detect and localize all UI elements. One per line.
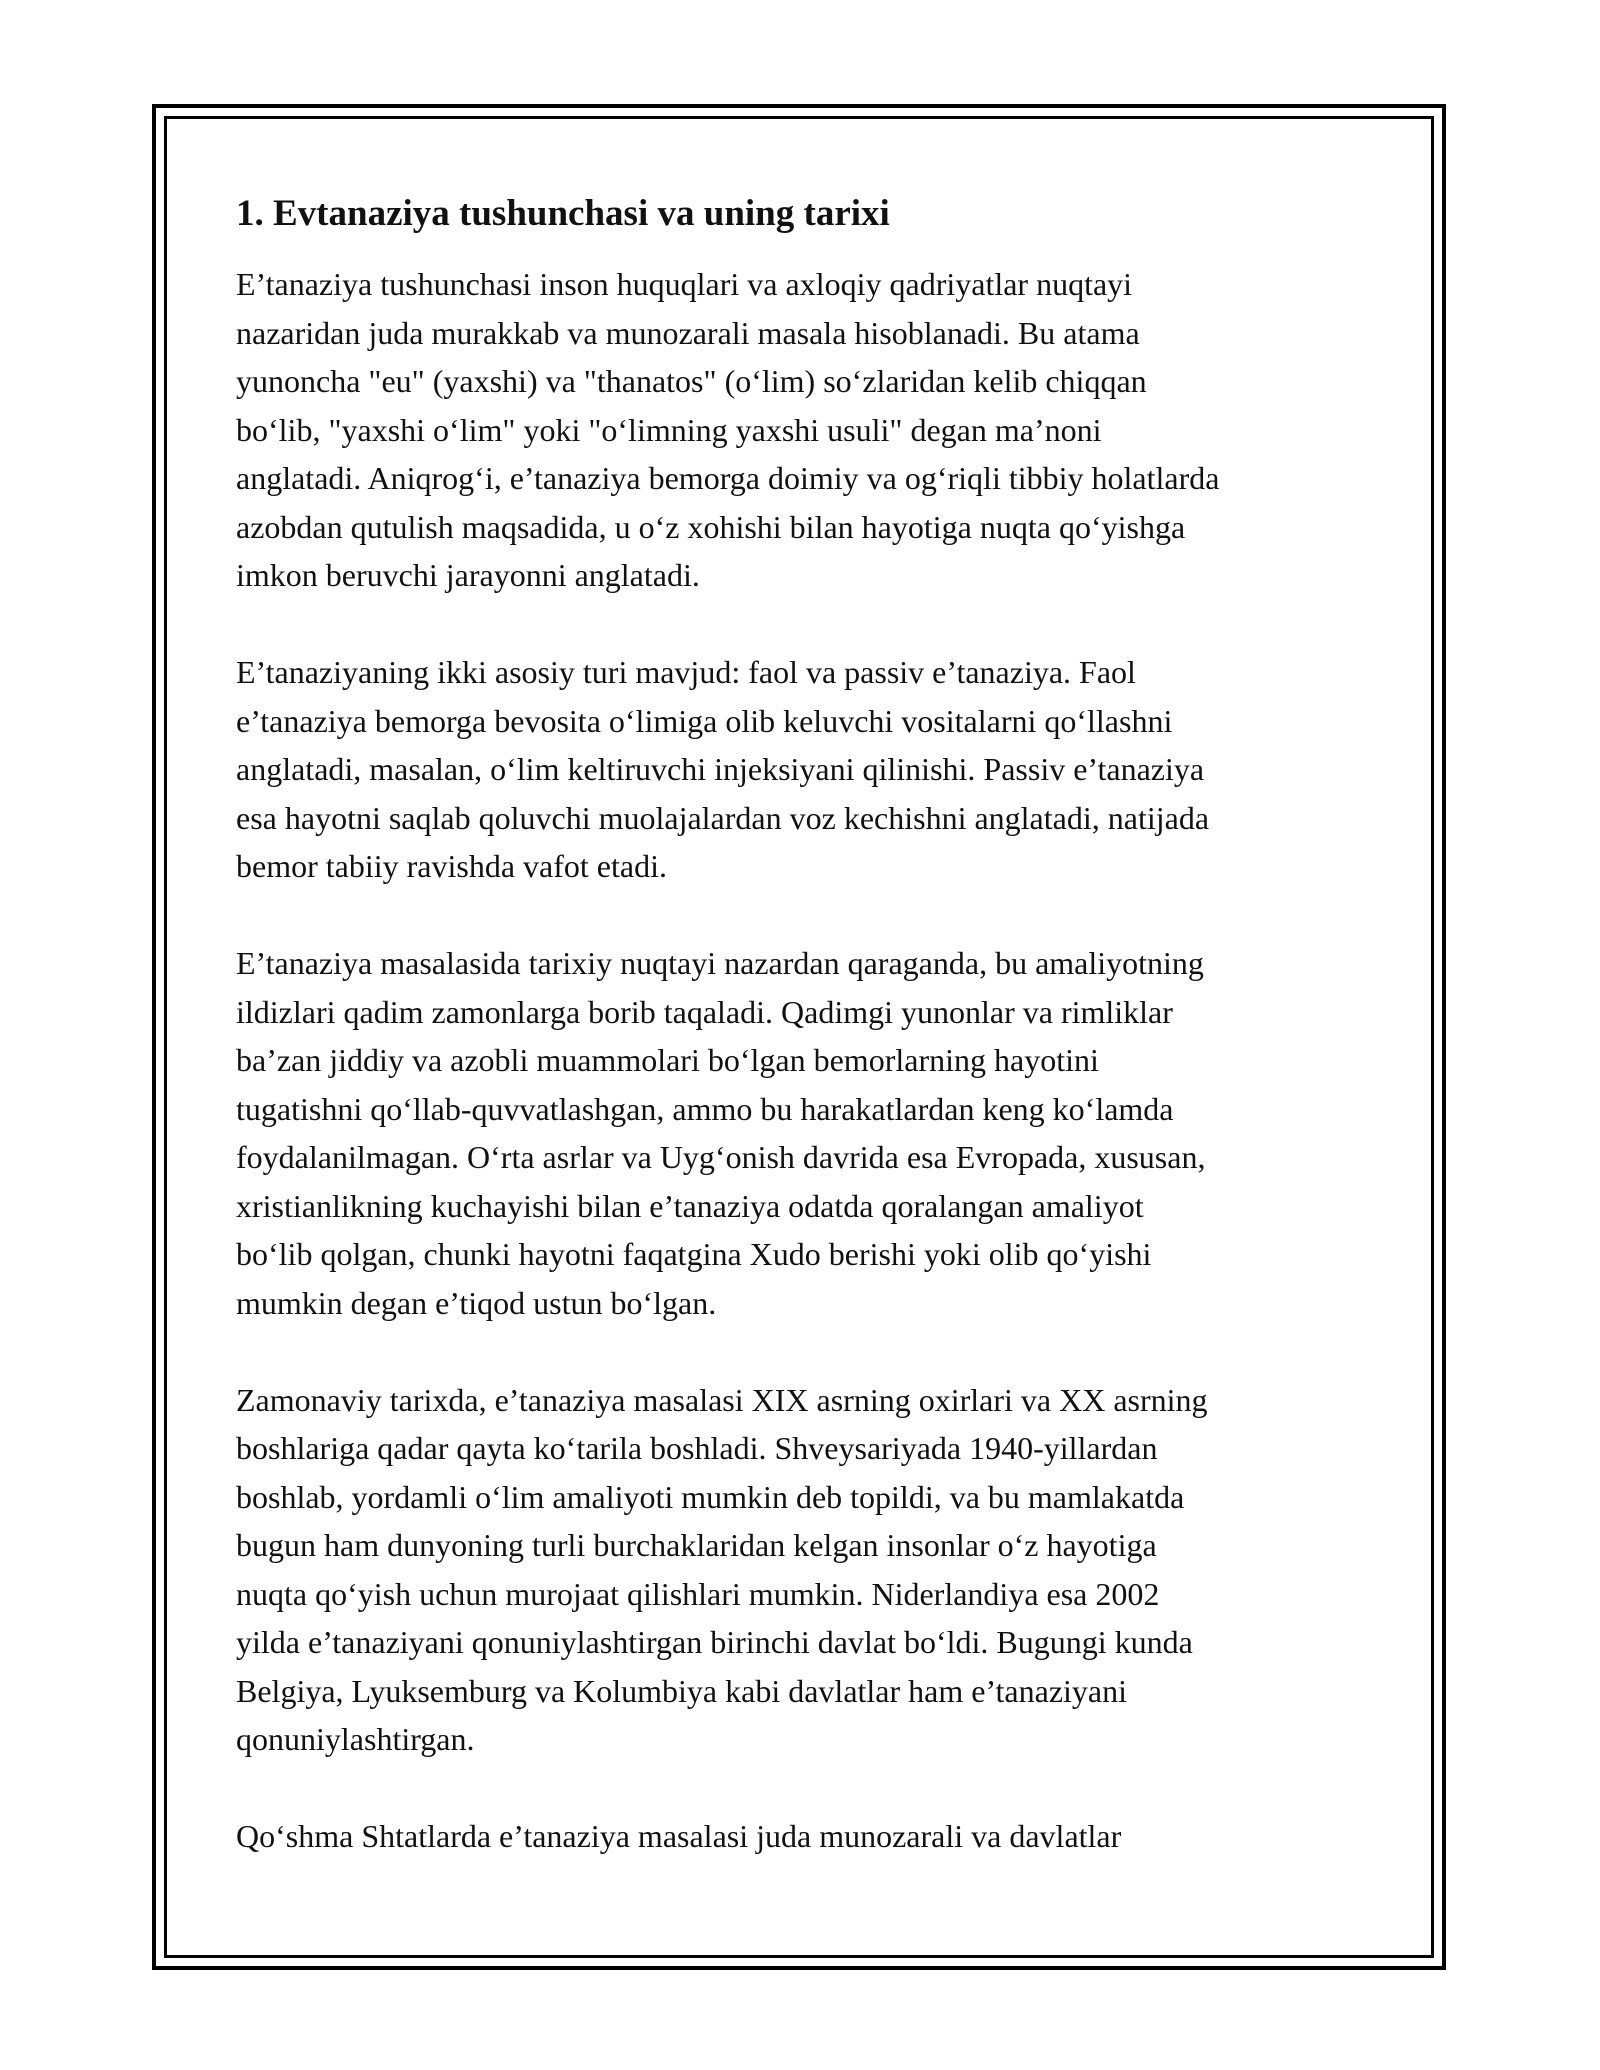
text-line: Zamonaviy tarixda, e’tanaziya masalasi XIX asrning oxirlari va XX asrning	[236, 1381, 1208, 1418]
text-line: xristianlikning kuchayishi bilan e’tanaziya odatda qoralangan amaliyot	[236, 1187, 1144, 1224]
text-line: E’tanaziya tushunchasi inson huquqlari va axloqiy qadriyatlar nuqtayi	[236, 266, 1133, 302]
text-line: yunoncha "eu" (yaxshi) va "thanatos" (o‘lim) so‘zlaridan kelib chiqqan	[236, 363, 1147, 399]
document-body	[236, 190, 1386, 1909]
text-line: anglatadi. Aniqrog‘i, e’tanaziya bemorga doimiy va og‘riqli tibbiy holatlarda	[236, 460, 1220, 496]
text-line: boshlariga qadar qayta ko‘tarila boshladi. Shveysariyada 1940-yillardan	[236, 1430, 1158, 1466]
text-line: E’tanaziyaning ikki asosiy turi mavjud: faol va passiv e’tanaziya. Faol	[236, 654, 1136, 690]
text-line: nuqta qo‘yish uchun murojaat qilishlari mumkin. Niderlandiya esa 2002	[236, 1575, 1160, 1612]
paragraph-3	[236, 939, 1386, 1327]
text-line: nazaridan juda murakkab va munozarali masala hisoblanadi. Bu atama	[236, 314, 1140, 351]
paragraph-2	[236, 648, 1386, 891]
text-line: bemor tabiiy ravishda vafot etadi.	[236, 848, 667, 884]
text-line: esa hayotni saqlab qoluvchi muolajalardan voz kechishni anglatadi, natijada	[236, 799, 1210, 836]
text-line: yilda e’tanaziyani qonuniylashtirgan birinchi davlat bo‘ldi. Bugungi kunda	[236, 1624, 1193, 1660]
paragraph-4	[236, 1376, 1386, 1764]
text-line: Qo‘shma Shtatlarda e’tanaziya masalasi juda munozarali va davlatlar	[236, 1818, 1122, 1854]
text-line: foydalanilmagan. O‘rta asrlar va Uyg‘onish davrida esa Evropada, xususan,	[236, 1139, 1206, 1175]
text-line: E’tanaziya masalasida tarixiy nuqtayi nazardan qaraganda, bu amaliyotning	[236, 945, 1204, 981]
text-line: bo‘lib qolgan, chunki hayotni faqatgina Xudo berishi yoki olib qo‘yishi	[236, 1236, 1152, 1272]
section-heading: 1. Evtanaziya tushunchasi va uning tarixi	[236, 193, 890, 234]
text-line: e’tanaziya bemorga bevosita o‘limiga olib keluvchi vositalarni qo‘llashni	[236, 702, 1173, 739]
text-line: ba’zan jiddiy va azobli muammolari bo‘lgan bemorlarning hayotini	[236, 1042, 1099, 1078]
text-line: boshlab, yordamli o‘lim amaliyoti mumkin deb topildi, va bu mamlakatda	[236, 1478, 1185, 1515]
text-line: bugun ham dunyoning turli burchaklaridan kelgan insonlar o‘z hayotiga	[236, 1527, 1157, 1563]
text-line: qonuniylashtirgan.	[236, 1721, 475, 1757]
text-line: imkon beruvchi jarayonni anglatadi.	[236, 557, 700, 593]
text-line: anglatadi, masalan, o‘lim keltiruvchi injeksiyani qilinishi. Passiv e’tanaziya	[236, 751, 1205, 787]
text-line: mumkin degan e’tiqod ustun bo‘lgan.	[236, 1284, 717, 1321]
paragraph-5	[236, 1812, 1386, 1861]
text-line: ildizlari qadim zamonlarga borib taqaladi. Qadimgi yunonlar va rimliklar	[236, 993, 1173, 1030]
text-line: azobdan qutulish maqsadida, u o‘z xohishi bilan hayotiga nuqta qo‘yishga	[236, 508, 1186, 545]
text-line: Belgiya, Lyuksemburg va Kolumbiya kabi davlatlar ham e’tanaziyani	[236, 1672, 1128, 1709]
paragraph-1	[236, 260, 1386, 600]
text-line: tugatishni qo‘llab-quvvatlashgan, ammo bu harakatlardan keng ko‘lamda	[236, 1090, 1174, 1127]
text-line: bo‘lib, "yaxshi o‘lim" yoki "o‘limning yaxshi usuli" degan ma’noni	[236, 411, 1102, 448]
